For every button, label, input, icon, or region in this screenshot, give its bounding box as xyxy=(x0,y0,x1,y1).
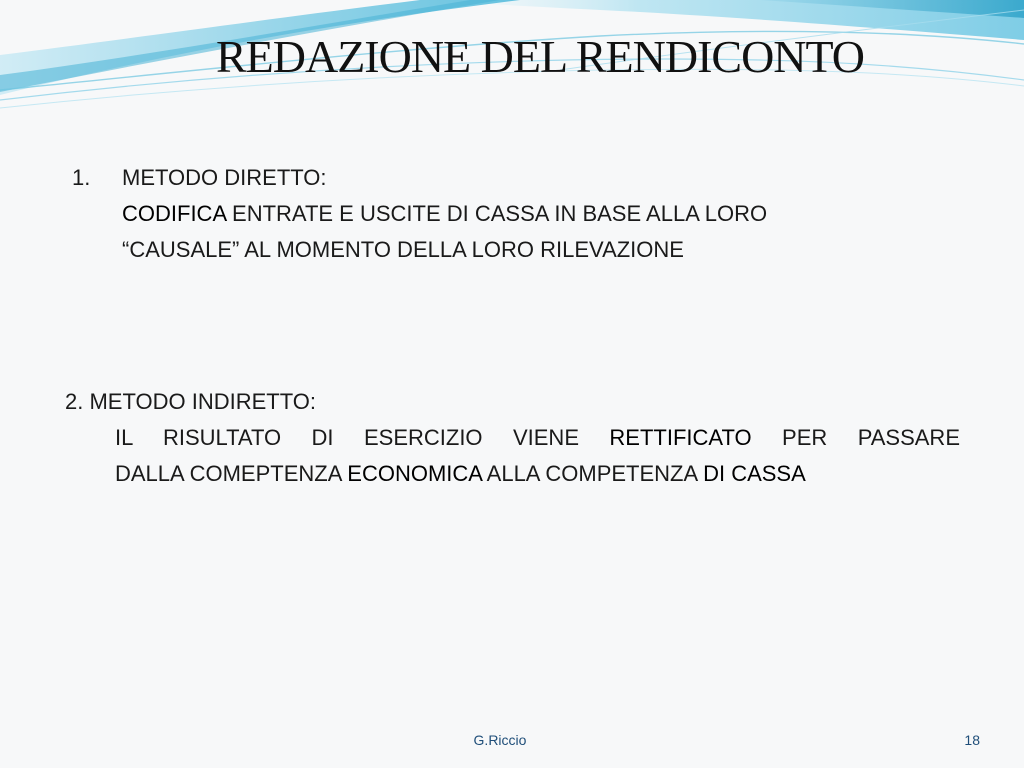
item2-emphasis-rettificato: RETTIFICATO xyxy=(609,425,752,450)
item2-line-b-pre: DALLA COMEPTENZA xyxy=(115,461,348,486)
item1-line-a-rest: ENTRATE E USCITE DI CASSA IN BASE ALLA LORO xyxy=(225,201,768,226)
item2-emphasis-economica: ECONOMICA xyxy=(347,461,482,486)
item2-line-a xyxy=(115,420,960,456)
item2-line-b-mid: ALLA COMPETENZA xyxy=(481,461,704,486)
slide-title: REDAZIONE DEL RENDICONTO xyxy=(215,31,865,82)
footer-author: G.Riccio xyxy=(473,732,527,748)
item1-emphasis-codifica: CODIFICA xyxy=(122,201,226,226)
item2-line-a-post: PER PASSARE xyxy=(751,425,960,450)
item2-line-a-pre: IL RISULTATO DI ESERCIZIO VIENE xyxy=(115,425,610,450)
page-number: 18 xyxy=(964,732,980,748)
item1-line-a xyxy=(122,196,767,232)
item2-emphasis-di-cassa: DI CASSA xyxy=(703,461,806,486)
item2-line-b xyxy=(115,456,806,492)
item2-heading: 2. METODO INDIRETTO: xyxy=(65,389,316,414)
item1-heading: METODO DIRETTO: xyxy=(122,165,327,190)
item1-line-b: “CAUSALE” AL MOMENTO DELLA LORO RILEVAZIONE xyxy=(122,237,684,262)
list-number-1: 1. xyxy=(72,165,91,190)
